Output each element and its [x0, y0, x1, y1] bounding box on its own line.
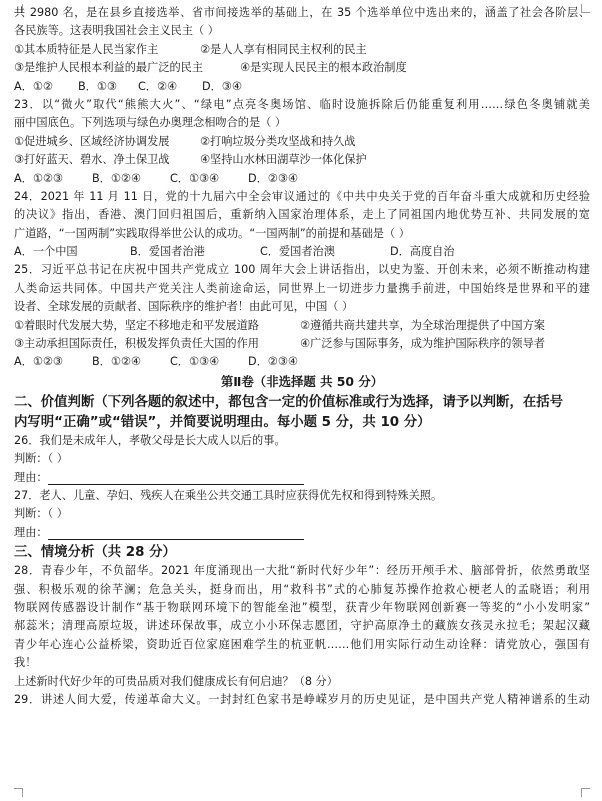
- option-row: [14, 337, 590, 351]
- choice: A．①②: [14, 79, 53, 93]
- choice: B．①②④: [92, 171, 141, 185]
- text-line: 丽中国底色。下列选项与绿色办奥理念相吻合的是（ ）: [14, 116, 287, 130]
- text-line: 青少年心连心公益桥梁，资助近百位家庭困难学生的杭亚帆……他们用实际行动生动诠释：请党放心，强国有: [14, 637, 590, 651]
- option: ④坚持山水林田湖草沙一体化保护: [200, 153, 367, 167]
- choice: B．①③: [78, 79, 117, 93]
- option-row: [14, 61, 590, 75]
- question-27: 27．老人、儿童、孕妇、残疾人在乘坐公共交通工具时应获得优先权和得到特殊关照。: [14, 488, 443, 502]
- option: ④是实现人民民主的根本政治制度: [240, 61, 407, 75]
- option: ③是维护人民根本利益的最广泛的民主: [14, 61, 204, 75]
- judge-label: 判断：（ ）: [14, 452, 68, 466]
- text-line: 的决议》指出，香港、澳门回归祖国后，重新纳入国家治理体系，走上了同祖国内地优势互补、共同发展的宽: [14, 208, 590, 222]
- option-row: [14, 43, 590, 57]
- option: ②打响垃圾分类攻坚战和持久战: [200, 134, 356, 148]
- section-heading: 二、价值判断（下列各题的叙述中，都包含一定的价值标准或行为选择，请予以判断，在括号: [14, 394, 564, 410]
- choice: C．②④: [138, 79, 178, 93]
- text-line: 强、积极乐观的徐芊澜；危急关头，挺身而出，用“救科书”式的心肺复苏操作抢救心梗老人的孟晓语；利用: [14, 582, 590, 596]
- answer-blank[interactable]: [48, 472, 304, 485]
- question-24: 24．2021 年 11 月 11 日，党的十九届六中全会审议通过的《中共中央关于党的百年奋斗重大成就和历史经验: [14, 189, 590, 203]
- question-25: 25．习近平总书记在庆祝中国共产党成立 100 周年大会上讲话指出，以史为鉴、开创未来，必须不断推动构建: [14, 263, 590, 277]
- text-line: 人类命运共同体。中国共产党关注人类前途命运，同世界上一切进步力量携手前进，中国始终是世界和平的建: [14, 281, 590, 295]
- option: ②是人人享有相同民主权利的民主: [200, 42, 367, 56]
- option: ①着眼时代发展大势，坚定不移地走和平发展道路: [14, 318, 259, 332]
- page-corner-mark: [14, 788, 23, 797]
- choice: D．③④: [202, 79, 242, 93]
- question-26: 26．我们是未成年人，孝敬父母是长大成人以后的事。: [14, 433, 286, 447]
- question-prompt: 上述新时代好少年的可贵品质对我们健康成长有何启迪？（8 分）: [14, 674, 338, 688]
- text-line: 我！: [14, 656, 37, 670]
- choice-row: [14, 172, 590, 186]
- page-corner-mark: [581, 788, 590, 797]
- judge-line: [14, 507, 590, 521]
- judge-line: [14, 452, 590, 466]
- option: ④广泛参与国际事务，成为维护国际秩序的领导者: [300, 337, 545, 351]
- choice: A．一个中国: [14, 245, 78, 259]
- choice: D．高度自治: [390, 245, 455, 259]
- option-row: [14, 135, 590, 149]
- option-row: [14, 153, 590, 167]
- option-row: [14, 319, 590, 333]
- text-line: 郝蕊米；清理高原垃圾，讲述环保故事，成立小小环保志愿团，守护高原净土的藏族女孩灵永拉毛；架起汉藏: [14, 619, 590, 633]
- choice: B．爱国者治港: [130, 245, 205, 259]
- text-line: 广道路，“一国两制”实践取得举世公认的成功。“一国两制”的前提和基础是（ ）: [14, 226, 410, 240]
- option: ③打好蓝天、碧水、净土保卫战: [14, 153, 170, 167]
- question-29: 29．讲述人间大爱，传递革命大义。一封封红色家书是峥嵘岁月的历史见证，是中国共产党人精神谱系的生动: [14, 692, 590, 706]
- choice: A．①②③: [14, 171, 63, 185]
- choice: D．②③④: [248, 355, 298, 369]
- choice: C．①③④: [170, 171, 220, 185]
- question-28: 28．青春少年，不负韶华。2021 年度涌现出一大批“新时代好少年”：经历开颅手术、脑部骨折，依然勇敢坚: [14, 564, 590, 578]
- choice-row: [14, 80, 590, 94]
- reason-line: [14, 526, 590, 540]
- option: ①其本质特征是人民当家作主: [14, 42, 159, 56]
- section-heading: 内写明“正确”或“错误”，并简要说明理由。每小题 5 分，共 10 分）: [14, 414, 431, 430]
- reason-line: [14, 471, 590, 485]
- text-line: 各民族等。这表明我国社会主义民主（ ）: [14, 24, 219, 38]
- text-line: 物联网传感器设计制作“基于物联网环境下的智能垒池”模型，获青少年物联网创新赛一等奖的“小小发明家”: [14, 600, 590, 614]
- option: ①促进城乡、区域经济协调发展: [14, 134, 170, 148]
- question-23: 23．以“微火”取代“熊熊大火”、“绿电”点亮冬奥场馆、临时设施拆除后仍能重复利用……绿色冬奥铺就美: [14, 97, 590, 111]
- section-title: 第Ⅱ卷（非选择题 共 50 分）: [220, 373, 384, 389]
- text-line: 设者、全球发展的贡献者、国际秩序的维护者！由此可见，中国（ ）: [14, 300, 354, 314]
- section-heading: 三、情境分析（共 28 分）: [14, 545, 176, 561]
- reason-label: 理由：: [14, 470, 48, 484]
- exam-page: [14, 6, 590, 711]
- reason-label: 理由：: [14, 525, 48, 539]
- answer-blank[interactable]: [48, 527, 304, 540]
- choice: C．①③④: [170, 355, 220, 369]
- choice: C．爱国者治澳: [260, 245, 335, 259]
- judge-label: 判断：（ ）: [14, 507, 68, 521]
- text-line: 共 2980 名，是在县乡直接选举、省市间接选举的基础上，在 35 个选举单位中选出来的，涵盖了社会各阶层、: [14, 6, 590, 19]
- choice: D．②③④: [248, 171, 298, 185]
- choice: B．①②④: [92, 355, 141, 369]
- option: ②遵循共商共建共享，为全球治理提供了中国方案: [300, 318, 545, 332]
- choice-row: [14, 355, 590, 369]
- choice-row: [14, 245, 590, 259]
- choice: A．①②③: [14, 355, 63, 369]
- option: ③主动承担国际责任，积极发挥负责任大国的作用: [14, 337, 259, 351]
